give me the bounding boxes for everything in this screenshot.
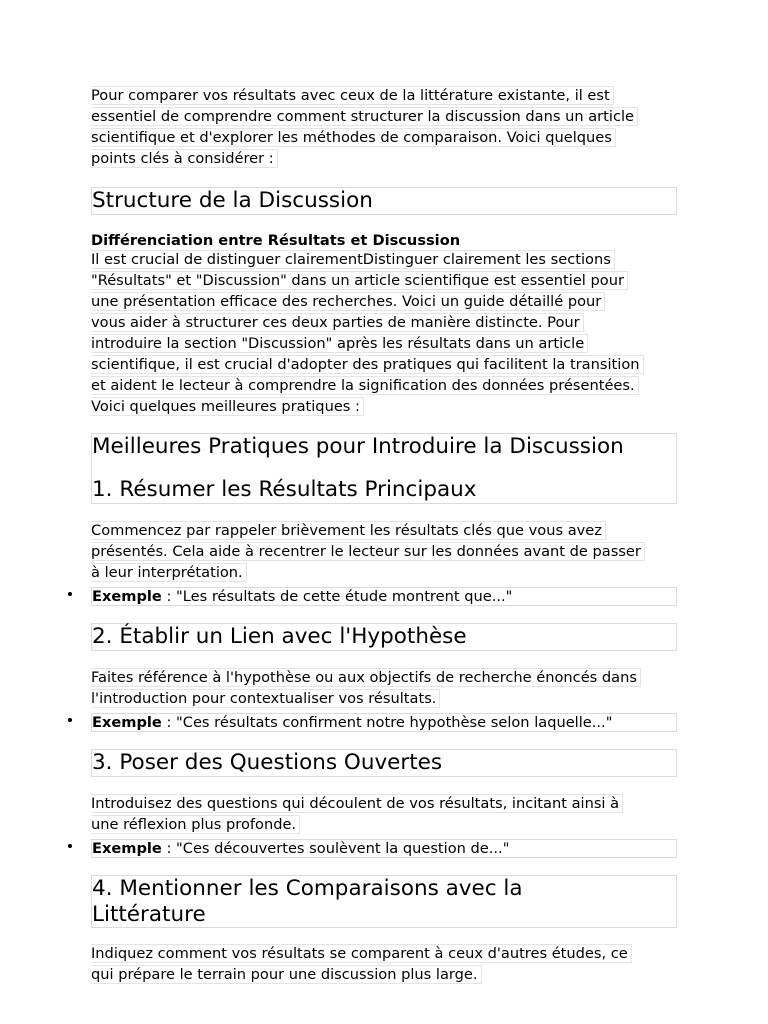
bullet-text: : "Ces découvertes soulèvent la question de..."	[161, 840, 510, 857]
text-line: scientifique et d'explorer les méthodes de comparaison. Voici quelques	[91, 128, 616, 147]
bullet-label: Exemple	[92, 714, 162, 731]
bullet-example-1	[91, 587, 677, 606]
text-line: à leur interprétation.	[91, 563, 247, 582]
heading-text-line2: Littérature	[92, 902, 206, 927]
subheading-text: 1. Résumer les Résultats Principaux	[92, 477, 477, 502]
text-line: et aident le lecteur à comprendre la signification des données présentées.	[91, 376, 639, 395]
text-line: présentés. Cela aide à recentrer le lecteur sur les données avant de passer	[91, 542, 645, 561]
text-line: Voici quelques meilleures pratiques :	[91, 397, 364, 416]
bullet-example-2	[91, 713, 677, 732]
text-line: l'introduction pour contextualiser vos résultats.	[91, 689, 440, 708]
bullet-icon	[68, 844, 72, 848]
section-heading-questions	[91, 749, 677, 777]
bullet-icon	[68, 718, 72, 722]
document-page	[91, 86, 677, 986]
text-line: qui prépare le terrain pour une discussion plus large.	[91, 965, 482, 984]
intro-paragraph	[91, 86, 677, 170]
text-line: "Résultats" et "Discussion" dans un article scientifique est essentiel pour	[91, 271, 628, 290]
comparaisons-paragraph	[91, 944, 677, 986]
text-line: une réflexion plus profonde.	[91, 815, 300, 834]
text-line: Introduisez des questions qui découlent de vos résultats, incitant ainsi à	[91, 794, 623, 813]
questions-paragraph	[91, 794, 677, 836]
resume-paragraph	[91, 521, 677, 584]
bullet-text: : "Les résultats de cette étude montrent que..."	[161, 588, 513, 605]
heading-text: 2. Établir un Lien avec l'Hypothèse	[92, 624, 467, 649]
hypothese-paragraph	[91, 668, 677, 710]
text-line: Faites référence à l'hypothèse ou aux objectifs de recherche énoncés dans	[91, 668, 641, 687]
bullet-icon	[68, 592, 72, 596]
bullet-label: Exemple	[92, 588, 162, 605]
bullet-label: Exemple	[92, 840, 162, 857]
section-heading-structure	[91, 187, 677, 215]
text-line: une présentation efficace des recherches. Voici un guide détaillé pour	[91, 292, 605, 311]
section-heading-meilleures-pratiques	[91, 433, 677, 504]
section-heading-hypothese	[91, 623, 677, 651]
heading-text: Meilleures Pratiques pour Introduire la Discussion	[92, 434, 624, 459]
text-line: introduire la section "Discussion" après les résultats dans un article	[91, 334, 588, 353]
section-heading-comparaisons	[91, 875, 677, 928]
structure-paragraph	[91, 250, 677, 418]
heading-text: Structure de la Discussion	[92, 188, 373, 213]
text-line: Commencez par rappeler brièvement les résultats clés que vous avez	[91, 521, 606, 540]
bullet-example-3	[91, 839, 677, 858]
text-line: points clés à considérer :	[91, 149, 278, 168]
text-line: Pour comparer vos résultats avec ceux de la littérature existante, il est	[91, 86, 614, 105]
subheading-differenciation: Différenciation entre Résultats et Discussion	[91, 232, 461, 249]
bullet-text: : "Ces résultats confirment notre hypothèse selon laquelle..."	[161, 714, 613, 731]
text-line: Indiquez comment vos résultats se comparent à ceux d'autres études, ce	[91, 944, 632, 963]
text-line: scientifique, il est crucial d'adopter des pratiques qui facilitent la transition	[91, 355, 644, 374]
text-line: vous aider à structurer ces deux parties de manière distincte. Pour	[91, 313, 584, 332]
text-line: Il est crucial de distinguer clairementDistinguer clairement les sections	[91, 250, 615, 269]
heading-text: 3. Poser des Questions Ouvertes	[92, 750, 443, 775]
text-line: essentiel de comprendre comment structurer la discussion dans un article	[91, 107, 638, 126]
heading-text-line1: 4. Mentionner les Comparaisons avec la	[92, 876, 523, 901]
